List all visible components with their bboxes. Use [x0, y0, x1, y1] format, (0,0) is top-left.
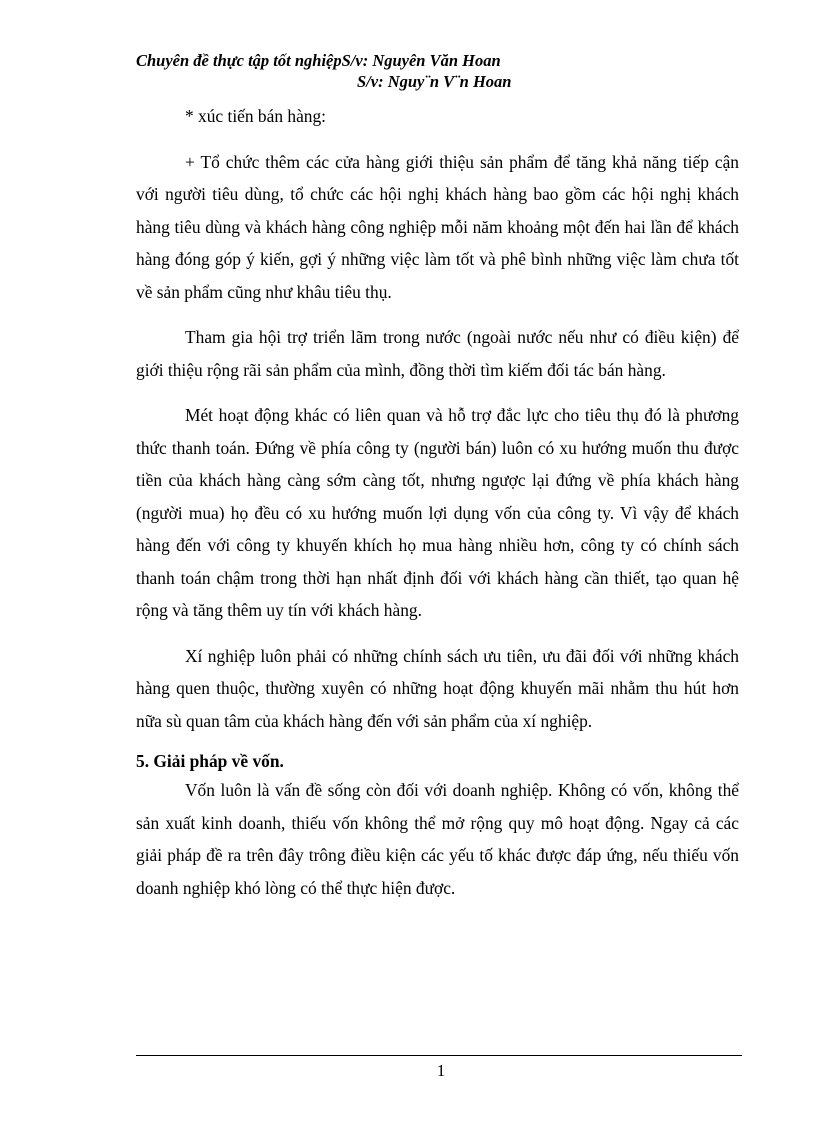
- paragraph-trade-fairs: Tham gia hội trợ triển lãm trong nước (ngoài nước nếu như có điều kiện) để giới thiệu rộng rãi sản phẩm của mình, đồng thời tìm kiếm đối tác bán hàng.: [136, 327, 739, 380]
- paragraph-sales-promotion-title: * xúc tiến bán hàng:: [185, 106, 327, 126]
- paragraph-stores-conferences: + Tổ chức thêm các cửa hàng giới thiệu sản phẩm để tăng khả năng tiếp cận với người tiêu dùng, tổ chức các hội nghị khách hàng bao gồm các hội nghị khách hàng tiêu dùng và khách hàng công nghiệp mỗi năm khoảng một đến hai lần để khách hàng đóng góp ý kiến, gợi ý những việc làm tốt và phê bình những việc làm chưa tốt về sản phẩm cũng như khâu tiêu thụ.: [136, 151, 739, 302]
- page-number: 1: [436, 1061, 446, 1080]
- paragraph-capital: Vốn luôn là vấn đề sống còn đối với doanh nghiệp. Không có vốn, không thể sản xuất kinh doanh, thiếu vốn không thể mở rộng quy mô hoạt động. Ngay cả các giải pháp đề ra trên đây trông điều kiện các yếu tố khác được đáp ứng, nếu thiếu vốn doanh nghiệp khó lòng có thể thực hiện được.: [136, 780, 739, 898]
- document-body: [136, 100, 739, 904]
- paragraph-payment-methods: Mét hoạt động khác có liên quan và hỗ trợ đắc lực cho tiêu thụ đó là phương thức thanh toán. Đứng về phía công ty (người bán) luôn có xu hướng muốn thu được tiền của khách hàng càng sớm càng tốt, nhưng ngược lại đứng về phía khách hàng (người mua) họ đều có xu hướng muốn lợi dụng vốn của công ty. Vì vậy để khách hàng đến với công ty khuyến khích họ mua hàng nhiều hơn, công ty có chính sách thanh toán chậm trong thời hạn nhất định đối với khách hàng cần thiết, tạo quan hệ rộng và tăng thêm uy tín với khách hàng.: [136, 405, 739, 620]
- header-line-1: Chuyên đề thực tập tốt nghiệpS/v: Nguyên Văn Hoan: [136, 51, 501, 70]
- footer-divider: [136, 1055, 742, 1056]
- paragraph-priority-policies: Xí nghiệp luôn phải có những chính sách ưu tiên, ưu đãi đối với những khách hàng quen thuộc, thường xuyên có những hoạt động khuyến mãi nhằm thu hút hơn nữa sù quan tâm của khách hàng đến với sản phẩm của xí nghiệp.: [136, 645, 739, 731]
- header-line-2: S/v: Nguy¨n V¨n Hoan: [357, 72, 512, 91]
- page-header: [136, 50, 736, 92]
- section-heading: 5. Giải pháp về vốn.: [136, 751, 284, 771]
